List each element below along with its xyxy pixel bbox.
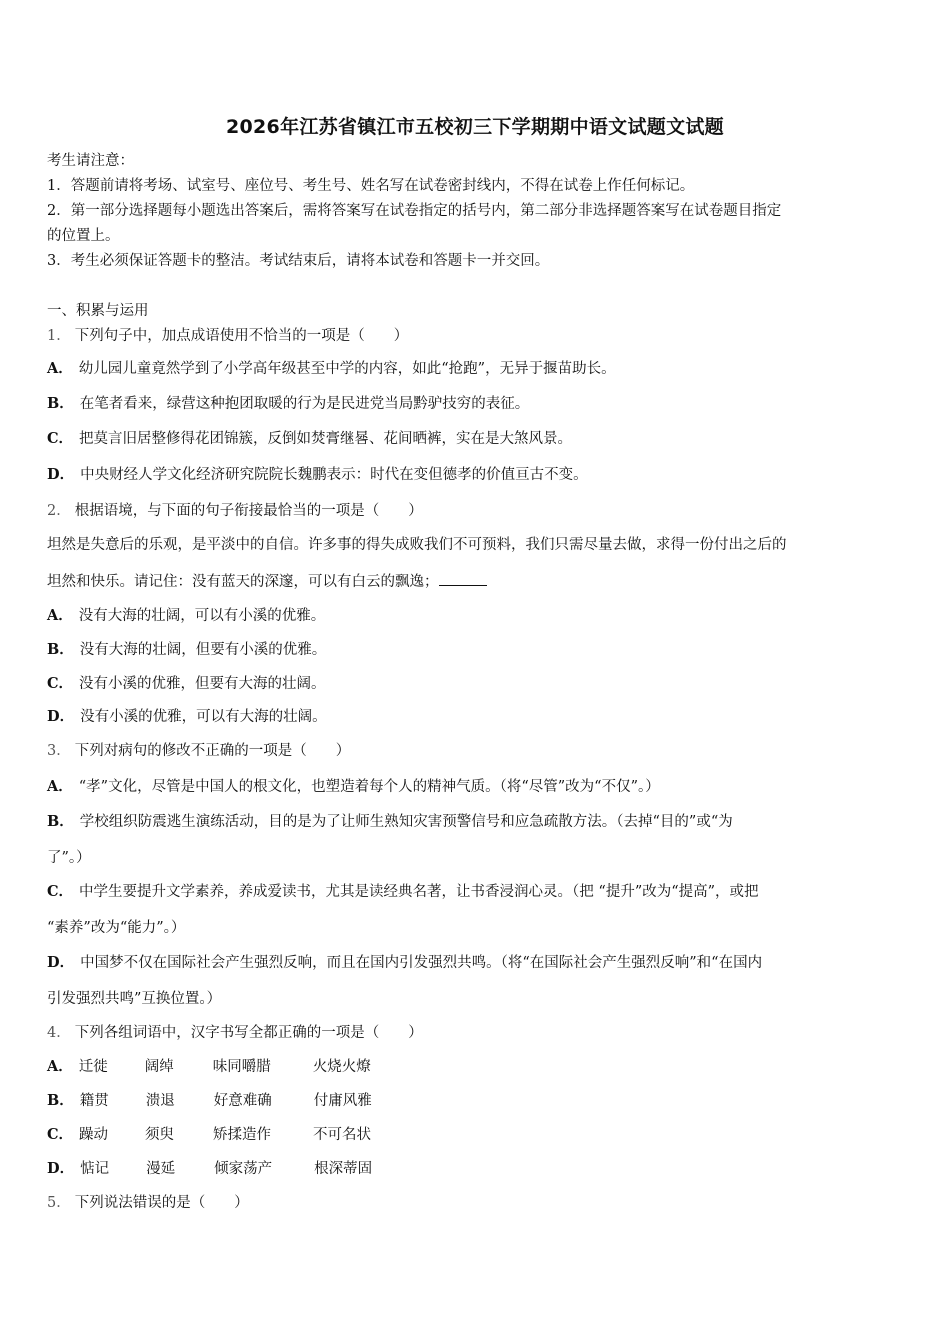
notice-item: 3．考生必须保证答题卡的整洁。考试结束后，请将本试卷和答题卡一并交回。 xyxy=(47,253,550,269)
option-letter: B． xyxy=(47,641,74,658)
passage-line: 坦然是失意后的乐观，是平淡中的自信。许多事的得失成败我们不可预料，我们只需尽量去做，求得一份付出之后的 xyxy=(47,537,787,553)
page-title: 2026年江苏省镇江市五校初三下学期期中语文试题文试题 xyxy=(226,116,724,138)
option-text: 没有小溪的优雅，但要有大海的壮阔。 xyxy=(79,676,326,692)
passage-text: 坦然和快乐。请记住：没有蓝天的深邃，可以有白云的飘逸； xyxy=(47,574,439,590)
option xyxy=(47,707,327,727)
option-letter: A． xyxy=(47,778,73,795)
option-text: 把莫言旧居整修得花团锦簇，反倒如焚膏继晷、花间晒裤，实在是大煞风景。 xyxy=(79,431,573,447)
option-word: 付庸风雅 xyxy=(313,1093,372,1109)
option xyxy=(47,674,326,694)
question-number: 2． xyxy=(47,503,71,519)
question-number: 4． xyxy=(47,1025,71,1041)
option-word: 阔绰 xyxy=(144,1059,174,1075)
option-word: 好意难确 xyxy=(213,1093,272,1109)
option xyxy=(47,1125,413,1145)
option-word: 不可名状 xyxy=(313,1127,372,1143)
option-text: “孝”文化，尽管是中国人的根文化，也塑造着每个人的精神气质。（将“尽管”改为“不仅”。） xyxy=(78,779,660,795)
option-letter: C． xyxy=(47,430,74,447)
question-stem xyxy=(47,501,423,521)
option-word: 须臾 xyxy=(145,1127,175,1143)
option-text: 中央财经人学文化经济研究院院长魏鹏表示：时代在变但德孝的价值亘古不变。 xyxy=(80,467,588,483)
option-continuation: 引发强烈共鸣”互换位置。） xyxy=(47,991,222,1007)
option-word: 火烧火燎 xyxy=(312,1059,371,1075)
option-continuation: 了”。） xyxy=(47,850,91,866)
option-letter: A． xyxy=(47,1058,73,1075)
option xyxy=(47,953,762,973)
option-word: 味同嚼腊 xyxy=(212,1059,271,1075)
option-text: 在笔者看来，绿营这种抱团取暖的行为是民进党当局黔驴技穷的表征。 xyxy=(79,396,530,412)
question-text: 下列对病句的修改不正确的一项是（ ） xyxy=(74,743,351,759)
option-letter: D． xyxy=(47,1160,75,1177)
question-text: 下列说法错误的是（ ） xyxy=(74,1195,249,1211)
option xyxy=(47,606,325,626)
option-letter: B． xyxy=(47,1092,74,1109)
option-letter: C． xyxy=(47,883,74,900)
option-letter: D． xyxy=(47,954,75,971)
answer-blank xyxy=(439,571,487,586)
option xyxy=(47,465,588,485)
option-letter: C． xyxy=(47,675,74,692)
notice-heading: 考生请注意： xyxy=(47,153,134,169)
option xyxy=(47,812,733,832)
question-stem xyxy=(47,1023,423,1043)
question-stem xyxy=(47,741,350,761)
option-word: 惦记 xyxy=(80,1161,110,1177)
option-letter: B． xyxy=(47,395,74,412)
section-heading: 一、积累与运用 xyxy=(47,303,149,319)
option xyxy=(47,1091,414,1111)
option-letter: C． xyxy=(47,1126,74,1143)
question-text: 下列各组词语中，汉字书写全都正确的一项是（ ） xyxy=(74,1025,423,1041)
option-word: 溃退 xyxy=(145,1093,175,1109)
question-number: 3． xyxy=(47,743,71,759)
option xyxy=(47,1057,413,1077)
question-text: 根据语境，与下面的句子衔接最恰当的一项是（ ） xyxy=(74,503,423,519)
option-text: 没有大海的壮阔，但要有小溪的优雅。 xyxy=(79,642,327,658)
option xyxy=(47,429,572,449)
passage-line xyxy=(47,571,487,592)
option-word: 矫揉造作 xyxy=(213,1127,272,1143)
option-word: 漫延 xyxy=(146,1161,176,1177)
question-text: 下列句子中，加点成语使用不恰当的一项是（ ） xyxy=(74,328,409,344)
question-number: 1． xyxy=(47,328,71,344)
option-text: 中国梦不仅在国际社会产生强烈反响，而且在国内引发强烈共鸣。（将“在国际社会产生强烈反响”和“在国内 xyxy=(80,955,763,971)
option-letter: A． xyxy=(47,607,73,624)
option xyxy=(47,394,529,414)
question-stem xyxy=(47,1193,249,1213)
option-word: 躁动 xyxy=(79,1127,109,1143)
option xyxy=(47,640,326,660)
option-text: 学校组织防震逃生演练活动，目的是为了让师生熟知灾害预警信号和应急疏散方法。（去掉“目的”或“为 xyxy=(79,814,733,830)
option-text: 没有大海的壮阔，可以有小溪的优雅。 xyxy=(78,608,326,624)
option-letter: B． xyxy=(47,813,74,830)
option xyxy=(47,777,660,797)
option-text: 幼儿园儿童竟然学到了小学高年级甚至中学的内容，如此“抢跑”，无异于揠苗助长。 xyxy=(78,361,616,377)
option-word: 籍贯 xyxy=(79,1093,109,1109)
option-letter: D． xyxy=(47,708,75,725)
question-stem xyxy=(47,326,408,346)
option-word: 根深蒂固 xyxy=(314,1161,373,1177)
notice-item: 的位置上。 xyxy=(47,228,120,244)
question-number: 5． xyxy=(47,1195,71,1211)
option-word: 倾家荡产 xyxy=(214,1161,273,1177)
option xyxy=(47,1159,414,1179)
notice-item: 2．第一部分选择题每小题选出答案后，需将答案写在试卷指定的括号内，第二部分非选择题答案写在试卷题目指定 xyxy=(47,203,782,219)
option-word: 迁徙 xyxy=(78,1059,108,1075)
notice-item: 1．答题前请将考场、试室号、座位号、考生号、姓名写在试卷密封线内，不得在试卷上作任何标记。 xyxy=(47,178,695,194)
option-continuation: “素养”改为“能力”。） xyxy=(47,920,186,936)
option-text: 没有小溪的优雅，可以有大海的壮阔。 xyxy=(80,709,327,725)
option-letter: A． xyxy=(47,360,73,377)
option xyxy=(47,882,759,902)
option-text: 中学生要提升文学素养，养成爱读书，尤其是读经典名著，让书香浸润心灵。（把 “提升”改为“提高”，或把 xyxy=(79,884,759,900)
option-letter: D． xyxy=(47,466,75,483)
option xyxy=(47,359,616,379)
